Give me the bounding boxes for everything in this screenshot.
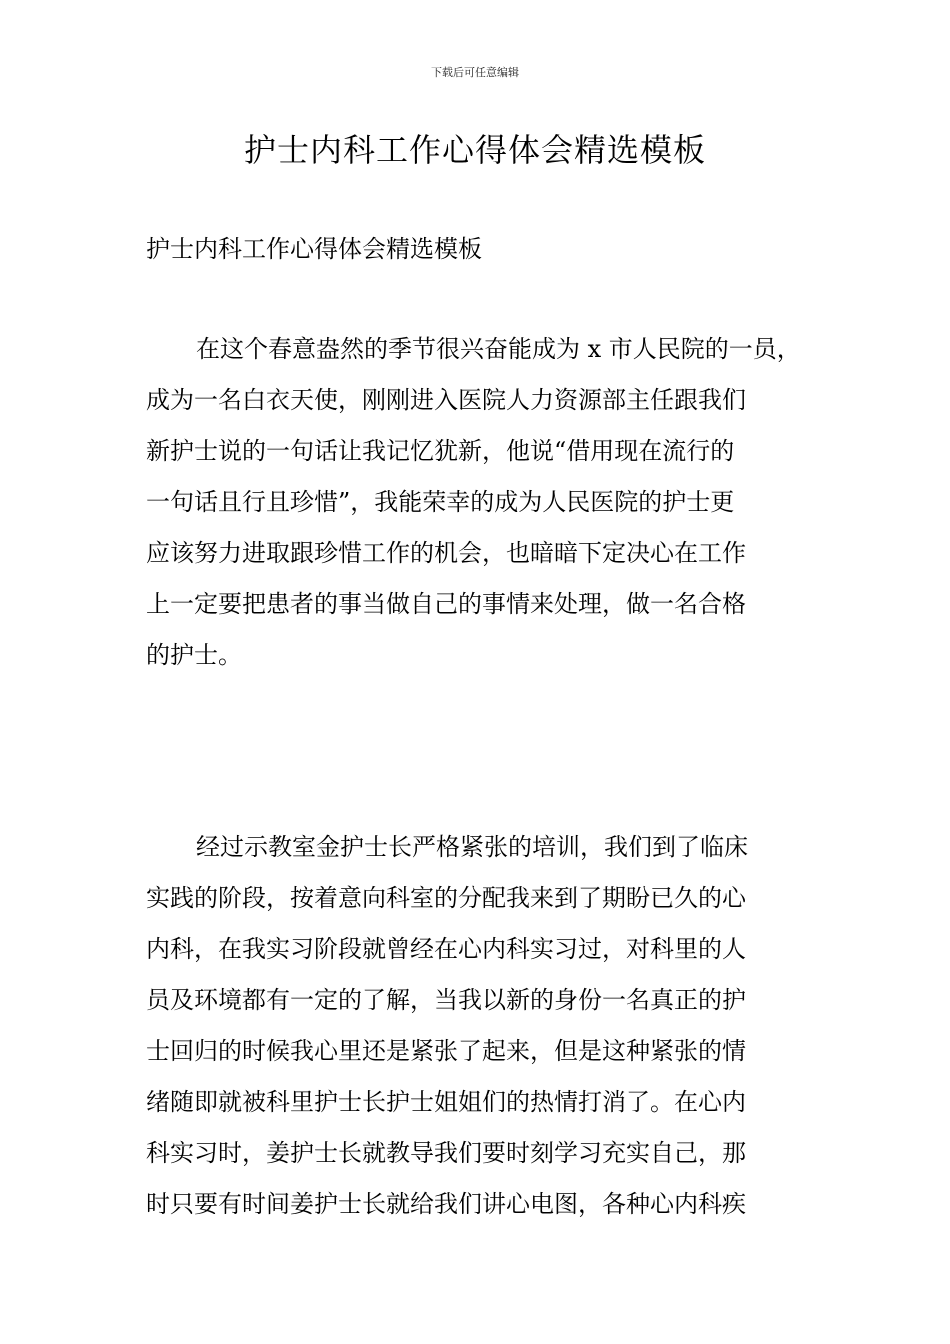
paragraph-line: 一句话且行且珍惜”，我能荣幸的成为人民医院的护士更 xyxy=(146,488,735,516)
paragraph-line: 应该努力进取跟珍惜工作的机会，也暗暗下定决心在工作 xyxy=(146,539,746,567)
paragraph-line: 员及环境都有一定的了解，当我以新的身份一名真正的护 xyxy=(146,986,746,1014)
paragraph-line: 实践的阶段，按着意向科室的分配我来到了期盼已久的心 xyxy=(146,884,746,912)
document-subtitle: 护士内科工作心得体会精选模板 xyxy=(146,235,482,263)
paragraph-line: 绪随即就被科里护士长护士姐姐们的热情打消了。在心内 xyxy=(146,1088,746,1116)
paragraph-line: 经过示教室金护士长严格紧张的培训，我们到了临床 xyxy=(196,833,748,861)
paragraph-line: 士回归的时候我心里还是紧张了起来，但是这种紧张的情 xyxy=(146,1037,746,1065)
paragraph-line: 科实习时，姜护士长就教导我们要时刻学习充实自己，那 xyxy=(146,1139,746,1167)
paragraph-line: 上一定要把患者的事当做自己的事情来处理，做一名合格 xyxy=(146,590,746,618)
paragraph-line: 成为一名白衣天使，刚刚进入医院人力资源部主任跟我们 xyxy=(146,386,746,414)
body-paragraph-1 xyxy=(146,324,806,681)
header-note: 下载后可任意编辑 xyxy=(431,66,519,79)
body-paragraph-2 xyxy=(146,822,806,1230)
paragraph-line: 时只要有时间姜护士长就给我们讲心电图，各种心内科疾 xyxy=(146,1190,746,1218)
paragraph-line: 新护士说的一句话让我记忆犹新，他说“借用现在流行的 xyxy=(146,437,735,465)
paragraph-line: 内科，在我实习阶段就曾经在心内科实习过，对科里的人 xyxy=(146,935,746,963)
paragraph-line: 在这个春意盎然的季节很兴奋能成为 x 市人民院的一员， xyxy=(196,335,801,363)
document-title: 护士内科工作心得体会精选模板 xyxy=(243,131,706,169)
paragraph-line: 的护士。 xyxy=(146,641,242,669)
